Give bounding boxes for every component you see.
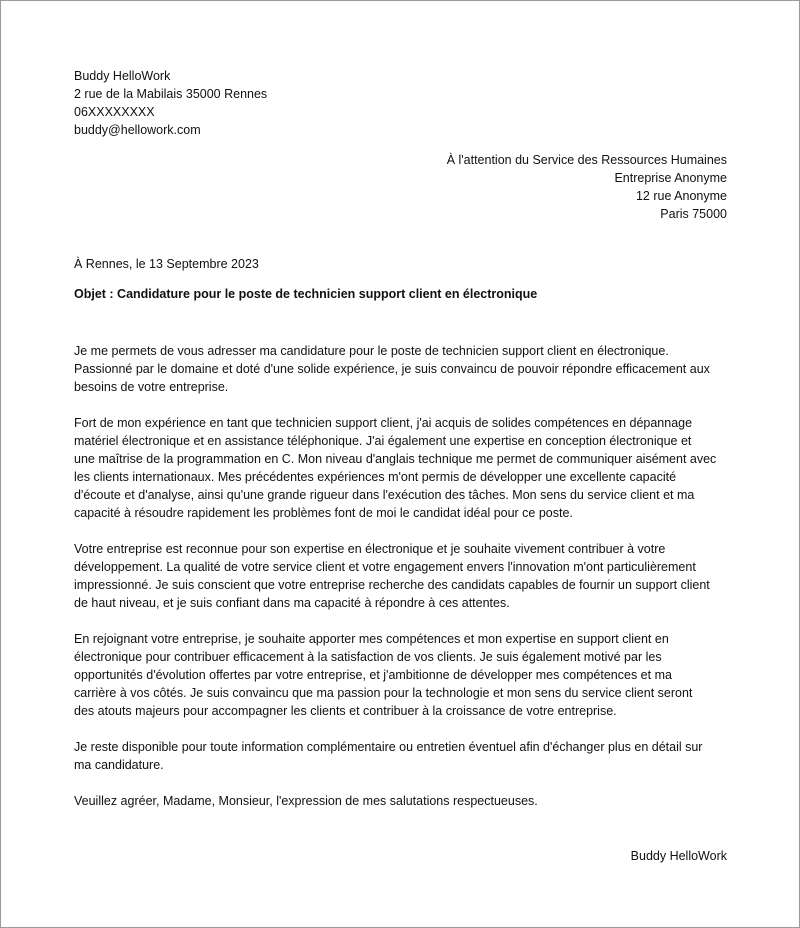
sender-phone: 06XXXXXXXX xyxy=(74,105,155,119)
text-line: En rejoignant votre entreprise, je souhaite apporter mes compétences et mon expertise en support client en xyxy=(74,632,669,646)
text-line: une maîtrise de la programmation en C. Mon niveau d'anglais technique me permet de communiquer aisément avec xyxy=(74,452,717,466)
text-line: développement. La qualité de votre service client et votre engagement envers l'innovation m'ont particulièrement xyxy=(74,560,696,574)
signature: Buddy HelloWork xyxy=(630,849,727,863)
text-line: les clients internationaux. Mes précédentes expériences m'ont permis de développer une excellente capacité xyxy=(74,470,677,484)
paragraph-company xyxy=(74,540,734,612)
text-line: Je reste disponible pour toute information complémentaire ou entretien éventuel afin d'échanger plus en détail sur xyxy=(74,740,703,754)
sender-name: Buddy HelloWork xyxy=(74,69,171,83)
paragraph-closing xyxy=(74,792,734,810)
text-line: matériel électronique et en assistance téléphonique. J'ai également une expertise en conception électronique et xyxy=(74,434,692,448)
text-line: de haut niveau, et je suis confiant dans ma capacité à répondre à ces attentes. xyxy=(74,596,510,610)
recipient-company: Entreprise Anonyme xyxy=(614,171,727,185)
text-line: Votre entreprise est reconnue pour son expertise en électronique et je souhaite vivement contribuer à votre xyxy=(74,542,666,556)
text-line: Je me permets de vous adresser ma candidature pour le poste de technicien support client en électronique. xyxy=(74,344,669,358)
text-line: besoins de votre entreprise. xyxy=(74,380,229,394)
letter-subject: Objet : Candidature pour le poste de technicien support client en électronique xyxy=(74,287,538,301)
recipient-block xyxy=(447,151,727,223)
letter-body xyxy=(74,342,734,828)
paragraph-availability xyxy=(74,738,734,774)
text-line: Fort de mon expérience en tant que technicien support client, j'ai acquis de solides compétences en dépannage xyxy=(74,416,693,430)
text-line: Veuillez agréer, Madame, Monsieur, l'expression de mes salutations respectueuses. xyxy=(74,794,538,808)
text-line: ma candidature. xyxy=(74,758,164,772)
paragraph-intro xyxy=(74,342,734,396)
text-line: Passionné par le domaine et doté d'une solide expérience, je suis convaincu de pouvoir répondre efficacement aux xyxy=(74,362,710,376)
recipient-city: Paris 75000 xyxy=(660,207,727,221)
text-line: opportunités d'évolution offertes par votre entreprise, et j'ambitionne de développer mes compétences et ma xyxy=(74,668,672,682)
sender-address: 2 rue de la Mabilais 35000 Rennes xyxy=(74,87,268,101)
text-line: électronique pour contribuer efficacement à la satisfaction de vos clients. Je suis également motivé par les xyxy=(74,650,662,664)
recipient-street: 12 rue Anonyme xyxy=(635,189,727,203)
sender-block xyxy=(74,67,267,139)
letter-date: À Rennes, le 13 Septembre 2023 xyxy=(74,257,259,271)
text-line: impressionné. Je suis conscient que votre entreprise recherche des candidats capables de fournir un support client xyxy=(74,578,710,592)
paragraph-motivation xyxy=(74,630,734,720)
paragraph-experience xyxy=(74,414,734,522)
sender-email: buddy@hellowork.com xyxy=(74,123,201,137)
text-line: carrière à vos côtés. Je suis convaincu que ma passion pour la technologie et mon sens du service client seront xyxy=(74,686,693,700)
text-line: d'écoute et d'analyse, ainsi qu'une grande rigueur dans l'exécution des tâches. Mon sens du service client et ma xyxy=(74,488,695,502)
text-line: capacité à résoudre rapidement les problèmes font de moi le candidat idéal pour ce poste. xyxy=(74,506,573,520)
recipient-attention: À l'attention du Service des Ressources Humaines xyxy=(446,153,727,167)
text-line: des atouts majeurs pour accompagner les clients et contribuer à la croissance de votre entreprise. xyxy=(74,704,617,718)
